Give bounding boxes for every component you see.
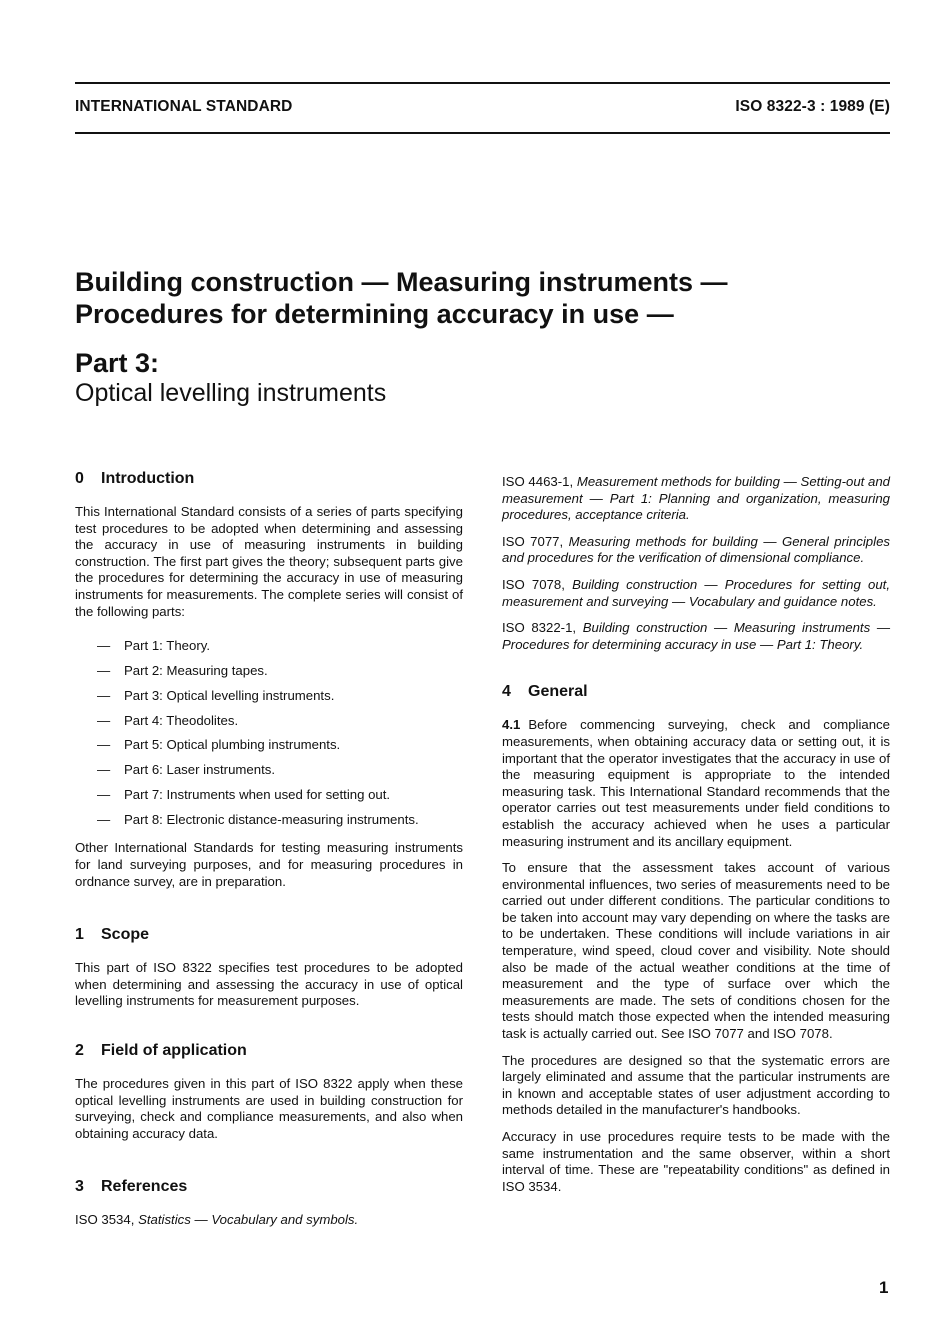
field-paragraph: The procedures given in this part of ISO 8322 apply when these optical levelling instruments are used in building construction for surveying, check and compliance measurements, and also when obtaining accuracy data.	[75, 1075, 463, 1141]
section-scope-heading	[75, 924, 463, 946]
right-column	[502, 474, 890, 1195]
title-line-2: Procedures for determining accuracy in use —	[75, 299, 674, 329]
intro-paragraph-1: This International Standard consists of a series of parts specifying test procedures to be adopted when determining and assessing the accuracy in use of measuring instruments in building construction. The first part gives the theory; subsequent parts give the procedures for determining the accuracy in use of measuring instruments for measurements. The complete series will consist of the following parts:	[75, 504, 463, 619]
reference-item: ISO 3534, Statistics — Vocabulary and symbols.	[75, 1212, 359, 1228]
title-line-1: Building construction — Measuring instruments —	[75, 267, 728, 297]
section-title: Scope	[101, 926, 150, 944]
reference-item: ISO 7078, Building construction — Procedures for setting out, measurement and surveying — Vocabulary and guidance notes.	[502, 576, 890, 609]
reference-item: ISO 7077, Measuring methods for building — General principles and procedures for the verification of dimensional compliance.	[502, 533, 890, 566]
section-number: 4	[502, 683, 511, 701]
general-paragraph-1: 4.1 Before commencing surveying, check and compliance measurements, when obtaining accuracy data or setting out, it is important that the operator investigates that the accuracy in use of the measuring equipment is appropriate to the intended measuring task. This International Standard recommends that the operator carries out test measurements under field conditions to establish the accuracy achieved when he uses a particular measuring instrument and its ancillary equipment.	[502, 717, 890, 849]
left-column	[75, 468, 463, 1229]
intro-paragraph-2: Other International Standards for testing measuring instruments for land surveying purposes, and for measuring procedures in ordnance survey, are in preparation.	[75, 840, 463, 889]
section-number: 2	[75, 1041, 84, 1059]
section-references-heading	[75, 1176, 463, 1198]
reference-item: ISO 4463-1, Measurement methods for building — Setting-out and measurement — Part 1: Planning and organization, measuring procedures, acceptance criteria.	[502, 474, 891, 523]
list-item: — Part 4: Theodolites.	[97, 712, 239, 728]
general-paragraph-2: To ensure that the assessment takes account of various environmental influences, two series of measurements need to be carried out under different conditions. The particular conditions to be taken into account may vary depending on where the tasks are to be undertaken. These conditions will include variations in air temperature, wind speed, cloud cover and visibility. Note should also be made of the actual weather conditions at the time of measurement and the type of surface over which the measurements are made. The sets of conditions chosen for the tests should match those expected when the intended measuring task is actually carried out. See ISO 7077 and ISO 7078.	[502, 860, 890, 1042]
page-number: 1	[879, 1278, 889, 1297]
header-standard-number: ISO 8322-3 : 1989 (E)	[735, 98, 890, 115]
section-field-heading	[75, 1040, 463, 1062]
section-introduction-heading	[75, 468, 463, 490]
list-item: — Part 5: Optical plumbing instruments.	[97, 737, 341, 753]
general-paragraph-4: Accuracy in use procedures require tests to be made with the same instrumentation and the same observer, within a short interval of time. These are "repeatability conditions" as defined in ISO 3534.	[502, 1129, 890, 1194]
clause-number: 4.1	[502, 717, 521, 733]
scope-paragraph: This part of ISO 8322 specifies test procedures to be adopted when determining and assessing the accuracy in use of optical levelling instruments for measurement purposes.	[75, 960, 463, 1009]
reference-item: ISO 8322-1, Building construction — Measuring instruments — Procedures for determining accuracy in use — Part 1: Theory.	[502, 620, 891, 652]
list-item: — Part 3: Optical levelling instruments.	[97, 687, 335, 703]
document-title	[75, 266, 895, 330]
header-standard-type: INTERNATIONAL STANDARD	[75, 98, 293, 115]
list-item: — Part 8: Electronic distance-measuring instruments.	[97, 811, 419, 827]
list-item: — Part 6: Laser instruments.	[97, 762, 275, 778]
section-title: Field of application	[101, 1041, 247, 1059]
header-top-rule	[75, 82, 890, 84]
section-general-heading	[502, 681, 890, 703]
section-title: References	[101, 1178, 188, 1196]
list-item: — Part 7: Instruments when used for setting out.	[97, 786, 391, 802]
list-item: — Part 2: Measuring tapes.	[97, 662, 268, 678]
part-title: Optical levelling instruments	[75, 379, 387, 407]
header-bottom-rule	[75, 132, 890, 134]
part-number: Part 3:	[75, 348, 160, 378]
page-header	[75, 98, 890, 116]
section-number: 3	[75, 1178, 84, 1196]
section-title: General	[528, 683, 588, 701]
section-number: 1	[75, 926, 84, 944]
parts-list	[75, 638, 463, 828]
section-title: Introduction	[101, 470, 195, 487]
general-paragraph-3: The procedures are designed so that the systematic errors are largely eliminated and assume that the particular instruments are in known and acceptable states of user adjustment according to methods detailed in the manufacturer's handbooks.	[502, 1052, 890, 1118]
list-item: — Part 1: Theory.	[97, 638, 211, 654]
section-number: 0	[75, 470, 84, 487]
